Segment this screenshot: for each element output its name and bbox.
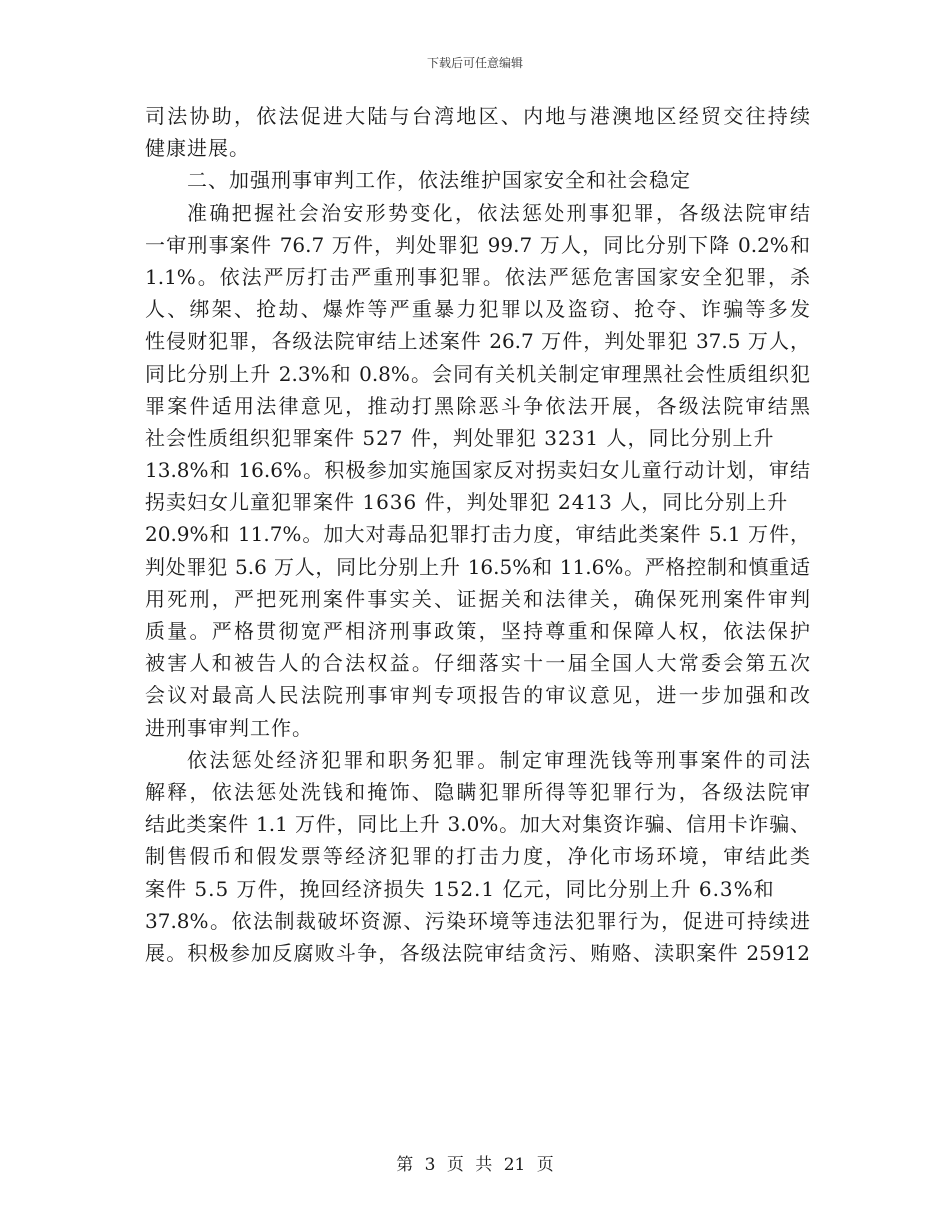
text-line: 制售假币和假发票等经济犯罪的打击力度，净化市场环境，审结此类 xyxy=(145,844,810,869)
text-line: 拐卖妇女儿童犯罪案件 1636 件，判处罪犯 2413 人，同比分别上升 xyxy=(145,490,789,515)
text-line: 案件 5.5 万件，挽回经济损失 152.1 亿元，同比分别上升 6.3%和 xyxy=(145,876,775,901)
text-line: 13.8%和 16.6%。积极参加实施国家反对拐卖妇女儿童行动计划，审结 xyxy=(145,458,810,483)
text-line: 判处罪犯 5.6 万人，同比分别上升 16.5%和 11.6%。严格控制和慎重适 xyxy=(145,554,810,579)
page-footer-number: 第 3 页 共 21 页 xyxy=(396,1155,554,1175)
text-line: 20.9%和 11.7%。加大对毒品犯罪打击力度，审结此类案件 5.1 万件， xyxy=(145,522,810,547)
text-line: 性侵财犯罪，各级法院审结上述案件 26.7 万件，判处罪犯 37.5 万人， xyxy=(145,329,810,354)
text-line: 二、加强刑事审判工作，依法维护国家安全和社会稳定 xyxy=(187,168,691,193)
text-line: 会议对最高人民法院刑事审判专项报告的审议意见，进一步加强和改 xyxy=(145,683,810,708)
text-line: 准确把握社会治安形势变化，依法惩处刑事犯罪，各级法院审结 xyxy=(187,200,810,225)
text-line: 结此类案件 1.1 万件，同比上升 3.0%。加大对集资诈骗、信用卡诈骗、 xyxy=(145,812,810,837)
text-line: 人、绑架、抢劫、爆炸等严重暴力犯罪以及盗窃、抢夺、诈骗等多发 xyxy=(145,297,810,322)
page-header-note: 下载后可任意编辑 xyxy=(426,56,523,70)
text-line: 罪案件适用法律意见，推动打黑除恶斗争依法开展，各级法院审结黑 xyxy=(145,393,810,418)
document-body xyxy=(145,100,810,969)
text-line: 进刑事审判工作。 xyxy=(145,715,313,740)
text-line: 同比分别上升 2.3%和 0.8%。会同有关机关制定审理黑社会性质组织犯 xyxy=(145,361,810,386)
text-line: 1.1%。依法严厉打击严重刑事犯罪。依法严惩危害国家安全犯罪，杀 xyxy=(145,264,810,289)
text-line: 健康进展。 xyxy=(145,136,250,161)
text-line: 37.8%。依法制裁破坏资源、污染环境等违法犯罪行为，促进可持续进 xyxy=(145,908,810,933)
text-line: 用死刑，严把死刑案件事实关、证据关和法律关，确保死刑案件审判 xyxy=(145,586,810,611)
text-line: 被害人和被告人的合法权益。仔细落实十一届全国人大常委会第五次 xyxy=(145,651,810,676)
text-line: 质量。严格贯彻宽严相济刑事政策，坚持尊重和保障人权，依法保护 xyxy=(145,619,810,643)
text-line: 解释，依法惩处洗钱和掩饰、隐瞒犯罪所得等犯罪行为，各级法院审 xyxy=(145,779,810,804)
text-line: 司法协助，依法促进大陆与台湾地区、内地与港澳地区经贸交往持续 xyxy=(145,104,810,128)
text-line: 展。积极参加反腐败斗争，各级法院审结贪污、贿赂、渎职案件 25912 xyxy=(145,940,810,965)
text-line: 社会性质组织犯罪案件 527 件，判处罪犯 3231 人，同比分别上升 xyxy=(145,425,775,450)
text-line: 依法惩处经济犯罪和职务犯罪。制定审理洗钱等刑事案件的司法 xyxy=(187,747,810,772)
text-line: 一审刑事案件 76.7 万件，判处罪犯 99.7 万人，同比分别下降 0.2%和 xyxy=(145,232,810,257)
